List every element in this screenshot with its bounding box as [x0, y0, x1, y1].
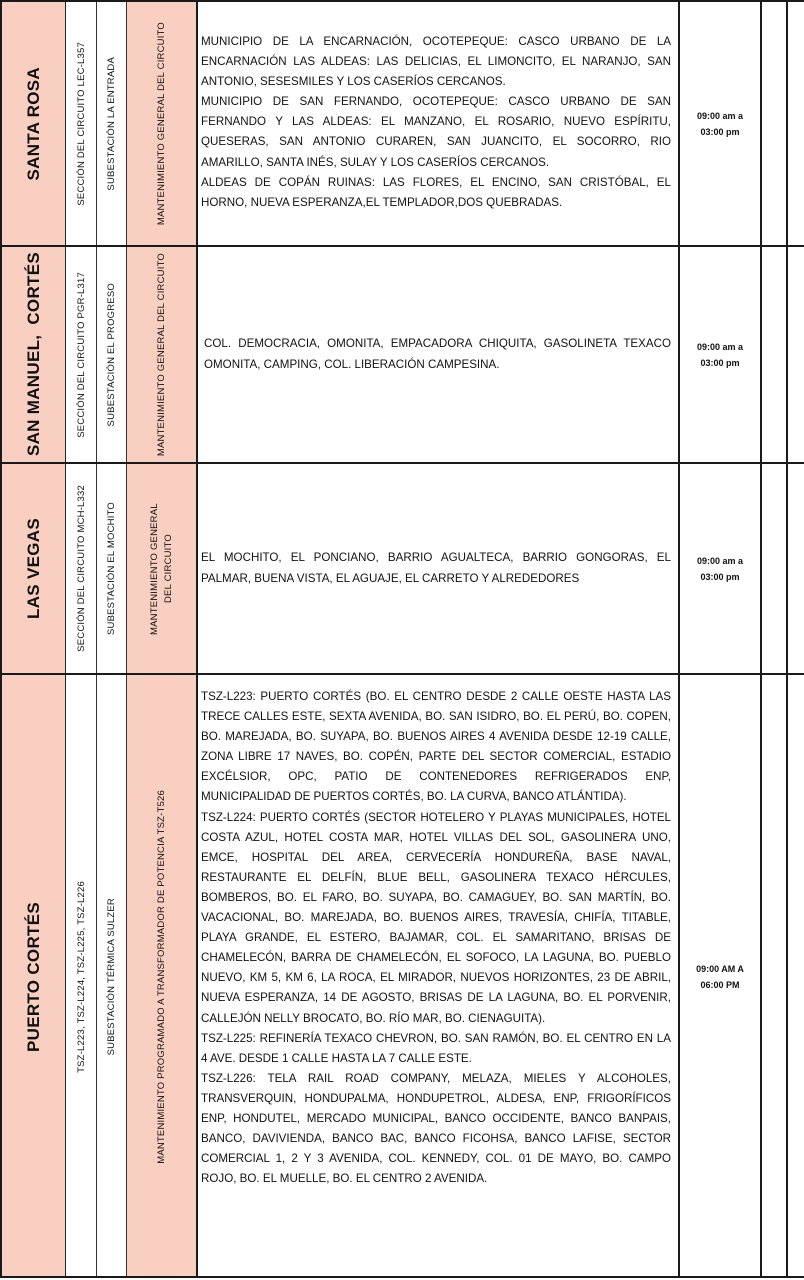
city-cell	[0, 464, 66, 673]
substation-name: SUBESTACIÓN TÉRMICA SULZER	[106, 897, 117, 1056]
empty-cell	[762, 247, 788, 462]
work-type: MANTENIMIENTO GENERAL DEL CIRCUITO	[148, 502, 174, 635]
empty-cell	[762, 464, 788, 673]
table-row	[0, 0, 804, 245]
schedule-time-cell	[680, 2, 762, 245]
affected-area-paragraph: TSZ-L225: REFINERÍA TEXACO CHEVRON, BO. SAN RAMÓN, BO. EL CENTRO EN LA 4 AVE. DESDE 1 CALLE HASTA LA 7 CALLE ESTE.	[201, 1031, 671, 1065]
substation-cell	[97, 2, 127, 245]
affected-area-paragraph: TSZ-L224: PUERTO CORTÉS (SECTOR HOTELERO Y PLAYAS MUNICIPALES, HOTEL COSTA AZUL, HOTEL COSTA MAR, HOTEL VILLAS DEL SOL, GASOLINERA UNO, EMCE, HOSPITAL DEL AREA, CERVECERÍA HONDUREÑA, BASE NAVAL, RESTAURANTE EL DELFÍN, BLUE BELL, GASOLINERA TEXACO HÉRCULES, BOMBEROS, BO. EL FARO, BO. SUYAPA, BO. CAMAGUEY, BO. SAN MARTÍN, BO. VACACIONAL, BO. MAREJADA, BO. BUENOS AIRES, TRAVESÍA, CHIFÍA, TITABLE, PLAYA GRANDE, EL ESTERO, BAJAMAR, COL. EL SAMARITANO, BRISAS DE CHAMELECÓN, BARRA DE CHAMELECÓN, EL SOFOCO, LA LAGUNA, BO. PUEBLO NUEVO, KM 5, KM 6, LA ROCA, EL MIRADOR, NUEVOS HORIZONTES, 23 DE ABRIL, NUEVA ESPERANZA, 14 DE AGOSTO, BRISAS DE LA LAGUNA, BO. EL PORVENIR, CALLEJÓN NELLY BROCATO, BO. RÍO MAR, BO. CIENAGUITA).	[201, 810, 671, 1025]
circuit-section-cell	[66, 464, 97, 673]
work-type: MANTENIMIENTO GENERAL DEL CIRCUITO	[156, 252, 167, 457]
affected-areas-cell	[198, 464, 680, 673]
work-type: MANTENIMIENTO PROGRAMADO A TRANSFORMADOR DE POTENCIA TSZ-T526	[156, 789, 167, 1164]
affected-area-paragraph: COL. DEMOCRACIA, OMONITA, EMPACADORA CHIQUITA, GASOLINETA TEXACO OMONITA, CAMPING, COL. LIBERACIÓN CAMPESINA.	[204, 337, 671, 371]
affected-area-paragraph: MUNICIPIO DE SAN FERNANDO, OCOTEPEQUE: CASCO URBANO DE SAN FERNANDO Y LAS ALDEAS: EL MANZANO, EL ROSARIO, NUEVO ESPÍRITU, QUESERAS, SAN ANTONIO CURAREN, SAN JUANCITO, EL SOCORRO, RIO AMARILLO, SANTA INÉS, SULAY Y LOS CASERÍOS CERCANOS.	[201, 95, 671, 169]
time-start: 09:00 am a	[696, 110, 744, 121]
affected-areas-cell	[198, 675, 680, 1278]
substation-cell	[97, 247, 127, 462]
substation-name: SUBESTACIÓN EL PROGRESO	[106, 282, 117, 427]
work-type-cell	[127, 2, 198, 245]
time-start: 09:00 am a	[696, 341, 744, 352]
work-type-cell	[127, 675, 198, 1278]
table-row	[0, 245, 804, 462]
work-type-cell	[127, 464, 198, 673]
circuit-section: SECCIÓN DEL CIRCUITO PGR-L317	[75, 271, 87, 438]
substation-cell	[97, 675, 127, 1278]
schedule-time-cell	[680, 675, 762, 1278]
circuit-section: SECCIÓN DEL CIRCUITO LEC-L357	[75, 41, 87, 206]
table-row	[0, 673, 804, 1278]
schedule-time-cell	[680, 464, 762, 673]
table-row	[0, 462, 804, 673]
city-name: SAN MANUEL, CORTÉS	[23, 252, 43, 457]
empty-cell	[762, 2, 788, 245]
city-name: PUERTO CORTÉS	[23, 901, 43, 1052]
schedule-time-cell	[680, 247, 762, 462]
table-bottom-border	[0, 1276, 804, 1278]
circuit-section-cell	[66, 2, 97, 245]
affected-area-paragraph: ALDEAS DE COPÁN RUINAS: LAS FLORES, EL ENCINO, SAN CRISTÓBAL, EL HORNO, NUEVA ESPERANZA,EL TEMPLADOR,DOS QUEBRADAS.	[201, 175, 671, 209]
time-start: 09:00 AM A	[696, 963, 744, 974]
city-name: SANTA ROSA	[23, 66, 43, 181]
affected-area-paragraph: TSZ-L223: PUERTO CORTÉS (BO. EL CENTRO DESDE 2 CALLE OESTE HASTA LAS TRECE CALLES ESTE, SEXTA AVENIDA, BO. SAN ISIDRO, BO. EL PERÚ, BO. COPEN, BO. MAREJADA, BO. SUYAPA, BO. BUENOS AIRES 4 AVENIDA DESDE 12-19 CALLE, ZONA LIBRE 17 NAVES, BO. COPÉN, PARTE DEL SECTOR COMERCIAL, ESTADIO EXCÉLSIOR, OPC, PATIO DE CONTENEDORES REFRIGERADOS ENP, MUNICIPALIDAD DE PUERTOS CORTÉS, BO. LA CURVA, BANCO ATLÁNTIDA).	[201, 690, 671, 804]
work-type: MANTENIMIENTO GENERAL DEL CIRCUITO	[156, 21, 167, 226]
work-type-cell	[127, 247, 198, 462]
time-end: 03:00 pm	[700, 357, 740, 368]
substation-cell	[97, 464, 127, 673]
empty-cell	[788, 675, 804, 1278]
circuit-section: SECCIÓN DEL CIRCUITO MCH-L332	[75, 485, 87, 652]
empty-cell	[788, 2, 804, 245]
circuit-section-cell	[66, 675, 97, 1278]
city-cell	[0, 2, 66, 245]
empty-cell	[788, 464, 804, 673]
circuit-section-cell	[66, 247, 97, 462]
affected-areas-cell	[198, 2, 680, 245]
city-cell	[0, 247, 66, 462]
empty-cell	[762, 675, 788, 1278]
time-start: 09:00 am a	[696, 555, 744, 566]
substation-name: SUBESTACIÓN EL MOCHITO	[106, 501, 117, 636]
affected-area-paragraph: EL MOCHITO, EL PONCIANO, BARRIO AGUALTECA, BARRIO GONGORAS, EL PALMAR, BUENA VISTA, EL AGUAJE, EL CARRETO Y ALREDEDORES	[201, 551, 671, 585]
affected-areas-cell	[198, 247, 680, 462]
affected-area-paragraph: MUNICIPIO DE LA ENCARNACIÓN, OCOTEPEQUE: CASCO URBANO DE LA ENCARNACIÓN LAS ALDEAS: LAS DELICIAS, EL LIMONCITO, EL NARANJO, SAN ANTONIO, SESESMILES Y LOS CASERÍOS CERCANOS.	[201, 35, 671, 89]
substation-name: SUBESTACIÓN LA ENTRADA	[106, 56, 117, 191]
time-end: 06:00 PM	[700, 979, 740, 990]
empty-cell	[788, 247, 804, 462]
time-end: 03:00 pm	[700, 571, 740, 582]
time-end: 03:00 pm	[700, 126, 740, 137]
city-name: LAS VEGAS	[23, 518, 43, 619]
affected-area-paragraph: TSZ-L226: TELA RAIL ROAD COMPANY, MELAZA, MIELES Y ALCOHOLES, TRANSVERQUIN, HONDUPALMA, HONDUPETROL, ALDESA, ENP, FRIGORÍFICOS ENP, HONDUTEL, MERCADO MUNICIPAL, BANCO OCCIDENTE, BANCO BANPAIS, BANCO, DAVIVIENDA, BANCO BAC, BANCO FICOHSA, BANCO LAFISE, SECTOR COMERCIAL 1, 2 Y 3 AVENIDA, COL. KENNEDY, COL. 01 DE MAYO, BO. CAMPO ROJO, BO. EL MUELLE, BO. EL CENTRO 2 AVENIDA.	[201, 1071, 671, 1186]
circuit-section: TSZ-L223, TSZ-L224, TSZ-L225, TSZ-L226	[75, 880, 87, 1073]
city-cell	[0, 675, 66, 1278]
